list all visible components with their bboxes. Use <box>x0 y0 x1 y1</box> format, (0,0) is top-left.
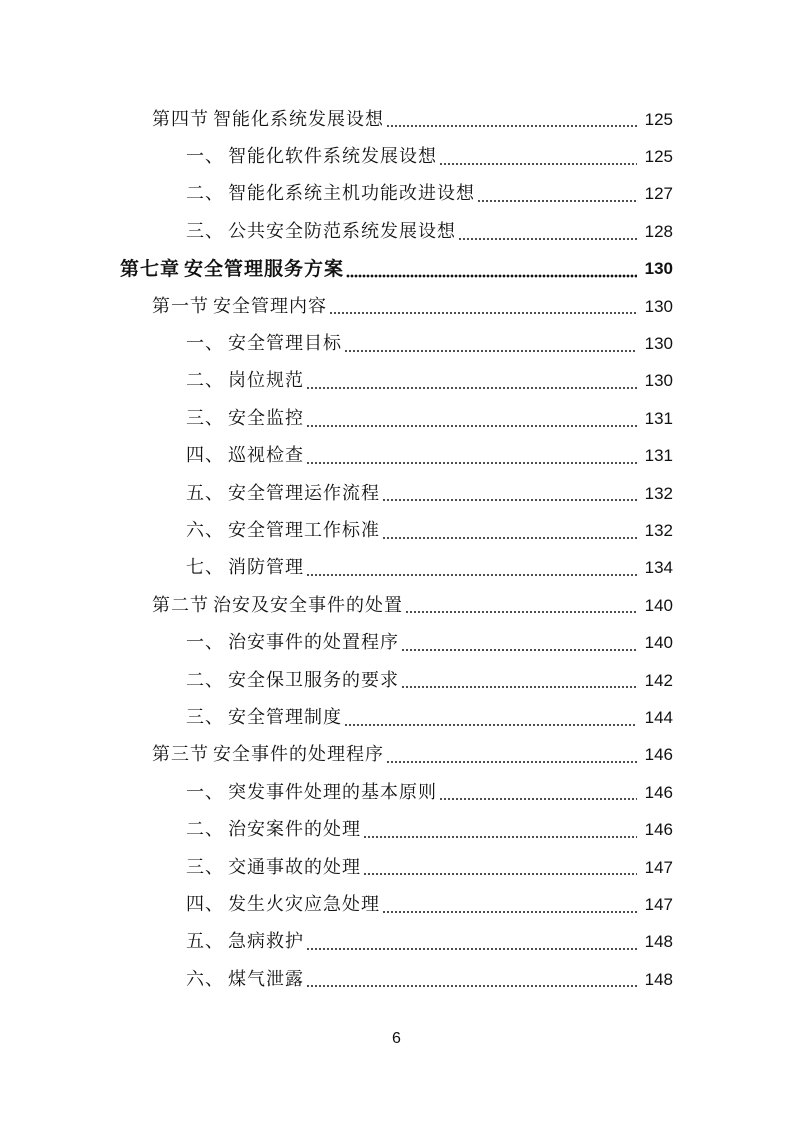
toc-entry-prefix: 五、 <box>186 482 224 504</box>
toc-section-entry[interactable] <box>0 101 793 138</box>
toc-entry-title: 安全保卫服务的要求 <box>228 669 399 691</box>
toc-entry-label <box>152 108 384 132</box>
toc-entry-prefix: 二、 <box>186 669 224 691</box>
toc-entry-page-number: 142 <box>644 670 673 690</box>
dot-leader <box>477 199 637 203</box>
toc-entry-page-number: 148 <box>644 932 673 952</box>
toc-entry-prefix: 三、 <box>186 407 224 429</box>
toc-entry-label <box>186 444 304 468</box>
toc-entry-prefix: 第二节 <box>152 594 209 616</box>
toc-entry-prefix: 第四节 <box>152 108 209 130</box>
toc-entry-prefix: 一、 <box>186 146 224 168</box>
toc-entry-page-number: 130 <box>644 334 673 354</box>
toc-subsection-entry[interactable] <box>0 363 793 400</box>
toc-entry-title: 安全监控 <box>228 407 304 429</box>
toc-entry-page-number: 125 <box>644 147 673 167</box>
toc-entry-label <box>152 594 403 618</box>
toc-entry-title: 突发事件处理的基本原则 <box>228 781 437 803</box>
dot-leader <box>306 424 637 428</box>
toc-entry-title: 安全事件的处理程序 <box>213 744 384 766</box>
toc-entry-label <box>186 968 304 992</box>
dot-leader <box>439 797 637 801</box>
toc-entry-label <box>152 295 327 319</box>
toc-entry-label <box>186 818 361 842</box>
toc-entry-prefix: 六、 <box>186 968 224 990</box>
toc-entry-title: 安全管理运作流程 <box>228 482 380 504</box>
toc-entry-label <box>186 706 342 730</box>
toc-entry-label <box>186 669 399 693</box>
dot-leader <box>386 760 637 764</box>
dot-leader <box>306 461 637 465</box>
toc-subsection-entry[interactable] <box>0 400 793 437</box>
toc-entry-page-number: 146 <box>644 782 673 802</box>
toc-entry-prefix: 第七章 <box>120 258 181 281</box>
toc-subsection-entry[interactable] <box>0 438 793 475</box>
toc-subsection-entry[interactable] <box>0 924 793 961</box>
toc-subsection-entry[interactable] <box>0 849 793 886</box>
dot-leader <box>405 610 637 614</box>
toc-entry-title: 交通事故的处理 <box>228 856 361 878</box>
dot-leader <box>382 498 637 502</box>
toc-entry-label <box>186 519 380 543</box>
dot-leader <box>401 685 637 689</box>
dot-leader <box>306 386 637 390</box>
toc-entry-label <box>186 856 361 880</box>
dot-leader <box>344 349 637 353</box>
dot-leader <box>306 573 637 577</box>
dot-leader <box>344 723 637 727</box>
toc-entry-page-number: 128 <box>644 221 673 241</box>
toc-subsection-entry[interactable] <box>0 961 793 998</box>
toc-entry-label <box>186 182 475 206</box>
toc-entry-page-number: 140 <box>644 595 673 615</box>
toc-entry-title: 安全管理服务方案 <box>184 258 345 281</box>
toc-entry-title: 治安事件的处置程序 <box>228 632 399 654</box>
toc-entry-prefix: 七、 <box>186 557 224 579</box>
toc-entry-title: 煤气泄露 <box>228 968 304 990</box>
toc-entry-prefix: 三、 <box>186 856 224 878</box>
toc-entry-title: 治安案件的处理 <box>228 819 361 841</box>
toc-entry-title: 安全管理内容 <box>213 295 327 317</box>
toc-entry-prefix: 五、 <box>186 931 224 953</box>
toc-subsection-entry[interactable] <box>0 699 793 736</box>
toc-entry-prefix: 一、 <box>186 632 224 654</box>
toc-entry-page-number: 146 <box>644 820 673 840</box>
dot-leader <box>363 835 637 839</box>
toc-entry-page-number: 131 <box>644 446 673 466</box>
toc-entry-title: 公共安全防范系统发展设想 <box>228 220 456 242</box>
toc-entry-page-number: 132 <box>644 483 673 503</box>
toc-entry-label <box>152 743 384 767</box>
toc-subsection-entry[interactable] <box>0 550 793 587</box>
dot-leader <box>382 910 637 914</box>
toc-entry-page-number: 140 <box>644 633 673 653</box>
toc-subsection-entry[interactable] <box>0 811 793 848</box>
toc-entry-label <box>186 781 437 805</box>
toc-entry-page-number: 125 <box>644 109 673 129</box>
toc-entry-prefix: 第一节 <box>152 295 209 317</box>
toc-entry-label <box>186 145 437 169</box>
toc-subsection-entry[interactable] <box>0 886 793 923</box>
toc-entry-page-number: 147 <box>644 894 673 914</box>
toc-entry-prefix: 四、 <box>186 445 224 467</box>
toc-subsection-entry[interactable] <box>0 475 793 512</box>
toc-entry-page-number: 130 <box>644 371 673 391</box>
toc-entry-title: 治安及安全事件的处置 <box>213 594 403 616</box>
toc-entry-label <box>186 332 342 356</box>
toc-section-entry[interactable] <box>0 587 793 624</box>
toc-entry-title: 发生火灾应急处理 <box>228 893 380 915</box>
toc-subsection-entry[interactable] <box>0 213 793 250</box>
dot-leader <box>382 536 637 540</box>
toc-subsection-entry[interactable] <box>0 176 793 213</box>
toc-entry-label <box>186 482 380 506</box>
toc-entry-page-number: 147 <box>644 857 673 877</box>
toc-entry-title: 智能化系统主机功能改进设想 <box>228 183 475 205</box>
toc-entry-page-number: 130 <box>644 296 673 316</box>
toc-entry-page-number: 131 <box>644 408 673 428</box>
toc-entry-prefix: 二、 <box>186 183 224 205</box>
page-number: 6 <box>392 1030 401 1047</box>
toc-entry-prefix: 一、 <box>186 781 224 803</box>
toc-entry-title: 安全管理目标 <box>228 333 342 355</box>
dot-leader <box>329 311 637 315</box>
toc-subsection-entry[interactable] <box>0 774 793 811</box>
toc-subsection-entry[interactable] <box>0 624 793 661</box>
toc-entry-label <box>186 631 399 655</box>
dot-leader <box>401 648 637 652</box>
toc-entry-title: 安全管理工作标准 <box>228 519 380 541</box>
dot-leader <box>458 237 637 241</box>
toc-entry-page-number: 134 <box>644 558 673 578</box>
dot-leader <box>306 947 637 951</box>
dot-leader <box>386 124 637 128</box>
toc-entry-prefix: 二、 <box>186 370 224 392</box>
toc-entry-title: 消防管理 <box>228 557 304 579</box>
toc-subsection-entry[interactable] <box>0 662 793 699</box>
toc-entry-prefix: 一、 <box>186 333 224 355</box>
table-of-contents <box>0 101 793 998</box>
toc-entry-page-number: 130 <box>644 259 673 279</box>
toc-entry-page-number: 132 <box>644 520 673 540</box>
toc-section-entry[interactable] <box>0 737 793 774</box>
toc-subsection-entry[interactable] <box>0 512 793 549</box>
dot-leader <box>306 984 637 988</box>
toc-entry-title: 岗位规范 <box>228 370 304 392</box>
toc-entry-title: 智能化系统发展设想 <box>213 108 384 130</box>
toc-chapter-entry[interactable] <box>0 251 793 288</box>
toc-entry-prefix: 三、 <box>186 220 224 242</box>
toc-entry-prefix: 三、 <box>186 706 224 728</box>
toc-entry-label <box>186 930 304 954</box>
toc-entry-prefix: 二、 <box>186 819 224 841</box>
toc-section-entry[interactable] <box>0 288 793 325</box>
toc-entry-label <box>186 220 456 244</box>
toc-entry-label <box>186 407 304 431</box>
toc-entry-title: 急病救护 <box>228 931 304 953</box>
toc-entry-title: 安全管理制度 <box>228 706 342 728</box>
toc-entry-label <box>186 556 304 580</box>
dot-leader <box>363 872 637 876</box>
toc-entry-page-number: 146 <box>644 745 673 765</box>
toc-entry-page-number: 144 <box>644 707 673 727</box>
toc-entry-title: 巡视检查 <box>228 445 304 467</box>
toc-entry-title: 智能化软件系统发展设想 <box>228 146 437 168</box>
dot-leader <box>346 274 637 278</box>
toc-subsection-entry[interactable] <box>0 138 793 175</box>
toc-entry-label <box>120 257 344 281</box>
toc-entry-label <box>186 369 304 393</box>
dot-leader <box>439 162 637 166</box>
toc-subsection-entry[interactable] <box>0 325 793 362</box>
toc-entry-prefix: 六、 <box>186 519 224 541</box>
toc-entry-prefix: 第三节 <box>152 744 209 766</box>
toc-entry-label <box>186 893 380 917</box>
toc-entry-page-number: 148 <box>644 969 673 989</box>
toc-entry-prefix: 四、 <box>186 893 224 915</box>
toc-entry-page-number: 127 <box>644 184 673 204</box>
